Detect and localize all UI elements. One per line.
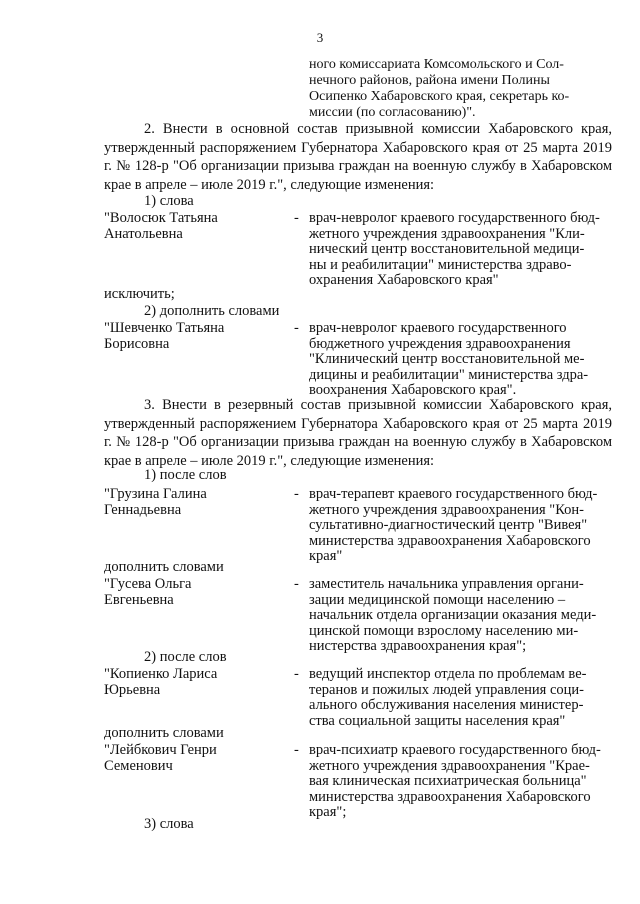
item-3-sub-2: 2) после слов xyxy=(144,649,227,665)
item-2-paragraph: 2. Внести в основной состав призывной комиссии Хабаровского края, утвержденный распоряжением Губернатора Хабаровского края от 25 марта 2019 г. № 128-р "Об организации призыва граждан на военную службу в Хабаровском крае в апреле – июле 2019 г.", следующие изменения: xyxy=(104,121,612,193)
item-3-sub-1: 1) после слов xyxy=(144,467,227,483)
person-position: врач-невролог краевого государственного бюд- жетного учреждения здравоохранения "Кли- нический центр восстановительной медици- ны и реабилитации" министерства здраво- охранения Хабаровского края" xyxy=(309,210,600,288)
continuation-line: Осипенко Хабаровского края, секретарь ко- xyxy=(309,89,570,104)
continuation-line: нечного районов, района имени Полины xyxy=(309,73,550,88)
dash-separator: - xyxy=(294,666,299,682)
person-name: "Волосюк Татьяна Анатольевна xyxy=(104,210,218,242)
item-3-sub-3: 3) слова xyxy=(144,816,194,832)
person-position: врач-терапевт краевого государственного бюд- жетного учреждения здравоохранения "Кон- сультативно-диагностический центр "Вивея" министерства здравоохранения Хабаровского края" xyxy=(309,486,598,564)
person-name: "Копиенко Лариса Юрьевна xyxy=(104,666,218,698)
person-position: заместитель начальника управления органи- зации медицинской помощи населению – начальник отдела организации оказания меди- цинской помощи взрослому населению ми- нистерства здравоохранения края"; xyxy=(309,576,597,654)
person-name: "Грузина Галина Геннадьевна xyxy=(104,486,207,518)
dash-separator: - xyxy=(294,742,299,758)
person-name: "Шевченко Татьяна Борисовна xyxy=(104,320,225,352)
continuation-line: ного комиссариата Комсомольского и Сол- xyxy=(309,57,564,72)
person-position: врач-невролог краевого государственного бюджетного учреждения здравоохранения "Клинический центр восстановительной ме- дицины и реабилитации" министерства здра- воохранения Хабаровского края". xyxy=(309,320,589,398)
continuation-line: миссии (по согласованию)". xyxy=(309,105,476,120)
item-3-add-2: дополнить словами xyxy=(104,725,224,741)
person-name: "Лейбкович Генри Семенович xyxy=(104,742,217,774)
person-name: "Гусева Ольга Евгеньевна xyxy=(104,576,192,608)
dash-separator: - xyxy=(294,320,299,336)
item-2-exclude: исключить; xyxy=(104,286,175,302)
continuation-text xyxy=(309,57,611,121)
person-position: ведущий инспектор отдела по проблемам ве- теранов и пожилых людей управления соци- ального обслуживания населения министер- ства социальной защиты населения края" xyxy=(309,666,587,729)
dash-separator: - xyxy=(294,486,299,502)
item-2-sub-2: 2) дополнить словами xyxy=(144,303,280,319)
item-3-add-1: дополнить словами xyxy=(104,559,224,575)
dash-separator: - xyxy=(294,210,299,226)
person-position: врач-психиатр краевого государственного бюд- жетного учреждения здравоохранения "Крае- вая клиническая психиатрическая больница" министерства здравоохранения Хабаровского края"; xyxy=(309,742,601,820)
item-2-sub-1: 1) слова xyxy=(144,193,194,209)
page-number: 3 xyxy=(316,30,324,45)
dash-separator: - xyxy=(294,576,299,592)
item-3-paragraph: 3. Внести в резервный состав призывной комиссии Хабаровского края, утвержденный распоряжением Губернатора Хабаровского края от 25 марта 2019 г. № 128-р "Об организации призыва граждан на военную службу в Хабаровском крае в апреле – июле 2019 г.", следующие изменения: xyxy=(104,397,612,469)
